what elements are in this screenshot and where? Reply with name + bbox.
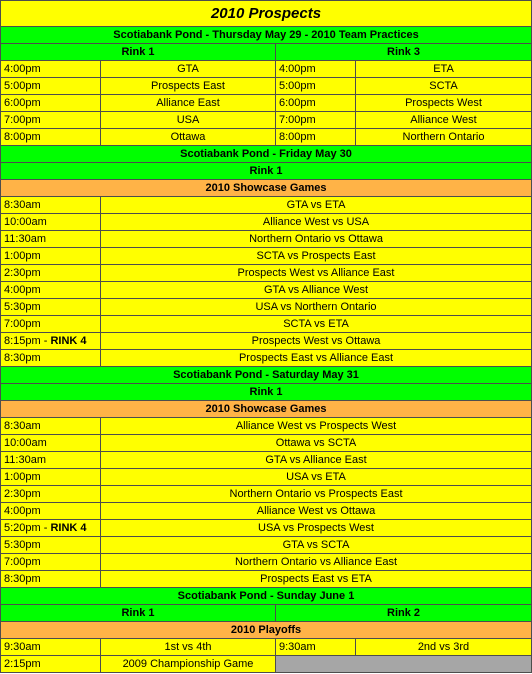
game-row <box>1 418 532 435</box>
time-label: 2:30pm <box>4 267 41 279</box>
game-row <box>1 486 532 503</box>
time-cell <box>1 435 101 452</box>
time-cell <box>1 520 101 537</box>
time-cell <box>1 452 101 469</box>
rink-header: Rink 1 <box>1 384 532 401</box>
game-row <box>1 452 532 469</box>
rink-header: Rink 1 <box>1 44 276 61</box>
game-row <box>1 554 532 571</box>
section-header: 2010 Showcase Games <box>1 180 532 197</box>
matchup-cell: GTA vs SCTA <box>101 537 532 554</box>
time-cell <box>1 282 101 299</box>
matchup-cell: Northern Ontario vs Ottawa <box>101 231 532 248</box>
time-label: 7:00pm <box>4 556 41 568</box>
time-label: 2:30pm <box>4 488 41 500</box>
page-title: 2010 Prospects <box>1 1 532 27</box>
time-cell <box>1 554 101 571</box>
rink-note: RINK 4 <box>50 522 87 534</box>
game-cell: 2nd vs 3rd <box>356 639 532 656</box>
matchup-cell: Alliance West vs USA <box>101 214 532 231</box>
time-label: 1:00pm <box>4 471 41 483</box>
matchup-cell: Alliance West vs Prospects West <box>101 418 532 435</box>
team-cell: Prospects West <box>356 95 532 112</box>
matchup-cell: USA vs ETA <box>101 469 532 486</box>
time-cell: 6:00pm <box>1 95 101 112</box>
time-cell <box>1 214 101 231</box>
time-cell <box>1 486 101 503</box>
day-header-thursday: Scotiabank Pond - Thursday May 29 - 2010 Team Practices <box>1 27 532 44</box>
time-cell <box>1 503 101 520</box>
empty-cell <box>276 656 532 673</box>
schedule-body <box>1 1 532 673</box>
time-label: 10:00am <box>4 216 47 228</box>
rink-note: RINK 4 <box>50 335 87 347</box>
time-cell <box>1 316 101 333</box>
time-label: 5:30pm <box>4 301 41 313</box>
time-cell: 5:00pm <box>1 78 101 95</box>
time-label: 7:00pm <box>4 318 41 330</box>
game-row <box>1 265 532 282</box>
time-cell: 4:00pm <box>1 61 101 78</box>
team-cell: SCTA <box>356 78 532 95</box>
time-cell: 8:00pm <box>276 129 356 146</box>
team-cell: Alliance West <box>356 112 532 129</box>
time-cell <box>1 418 101 435</box>
time-cell: 9:30am <box>1 639 101 656</box>
game-row <box>1 503 532 520</box>
time-label: 5:30pm <box>4 539 41 551</box>
game-row <box>1 520 532 537</box>
matchup-cell: Northern Ontario vs Prospects East <box>101 486 532 503</box>
matchup-cell: Prospects East vs ETA <box>101 571 532 588</box>
team-cell: ETA <box>356 61 532 78</box>
time-label: 1:00pm <box>4 250 41 262</box>
time-cell: 4:00pm <box>276 61 356 78</box>
time-cell <box>1 248 101 265</box>
time-cell <box>1 469 101 486</box>
time-cell <box>1 350 101 367</box>
game-row <box>1 231 532 248</box>
time-label: 11:30am <box>4 233 46 245</box>
time-cell: 7:00pm <box>1 112 101 129</box>
matchup-cell: Prospects West vs Ottawa <box>101 333 532 350</box>
time-label: 8:30pm <box>4 352 41 364</box>
matchup-cell: Alliance West vs Ottawa <box>101 503 532 520</box>
matchup-cell: USA vs Northern Ontario <box>101 299 532 316</box>
team-cell: Ottawa <box>101 129 276 146</box>
game-row <box>1 469 532 486</box>
time-label: 8:30am <box>4 199 41 211</box>
rink-header: Rink 3 <box>276 44 532 61</box>
matchup-cell: GTA vs Alliance East <box>101 452 532 469</box>
time-cell <box>1 265 101 282</box>
matchup-cell: Northern Ontario vs Alliance East <box>101 554 532 571</box>
day-header-friday: Scotiabank Pond - Friday May 30 <box>1 146 532 163</box>
matchup-cell: SCTA vs ETA <box>101 316 532 333</box>
team-cell: Prospects East <box>101 78 276 95</box>
matchup-cell: GTA vs ETA <box>101 197 532 214</box>
time-cell: 5:00pm <box>276 78 356 95</box>
rink-header: Rink 1 <box>1 163 532 180</box>
time-cell: 9:30am <box>276 639 356 656</box>
time-label: 8:15pm - <box>4 335 51 347</box>
matchup-cell: Prospects East vs Alliance East <box>101 350 532 367</box>
time-label: 8:30am <box>4 420 41 432</box>
matchup-cell: SCTA vs Prospects East <box>101 248 532 265</box>
team-cell: Northern Ontario <box>356 129 532 146</box>
time-cell: 2:15pm <box>1 656 101 673</box>
section-header: 2010 Showcase Games <box>1 401 532 418</box>
time-label: 8:30pm <box>4 573 41 585</box>
matchup-cell: Ottawa vs SCTA <box>101 435 532 452</box>
game-row <box>1 214 532 231</box>
game-row <box>1 248 532 265</box>
time-cell: 8:00pm <box>1 129 101 146</box>
time-cell <box>1 333 101 350</box>
game-row <box>1 282 532 299</box>
matchup-cell: Prospects West vs Alliance East <box>101 265 532 282</box>
game-row <box>1 197 532 214</box>
game-row <box>1 435 532 452</box>
game-row <box>1 350 532 367</box>
time-cell <box>1 537 101 554</box>
time-cell <box>1 299 101 316</box>
game-cell: 2009 Championship Game <box>101 656 276 673</box>
game-row <box>1 316 532 333</box>
game-row <box>1 333 532 350</box>
day-header-saturday: Scotiabank Pond - Saturday May 31 <box>1 367 532 384</box>
game-row <box>1 537 532 554</box>
time-label: 10:00am <box>4 437 47 449</box>
time-label: 5:20pm - <box>4 522 51 534</box>
day-header-sunday: Scotiabank Pond - Sunday June 1 <box>1 588 532 605</box>
team-cell: Alliance East <box>101 95 276 112</box>
time-label: 4:00pm <box>4 284 41 296</box>
team-cell: GTA <box>101 61 276 78</box>
matchup-cell: USA vs Prospects West <box>101 520 532 537</box>
matchup-cell: GTA vs Alliance West <box>101 282 532 299</box>
game-row <box>1 299 532 316</box>
time-label: 11:30am <box>4 454 46 466</box>
game-cell: 1st vs 4th <box>101 639 276 656</box>
section-header: 2010 Playoffs <box>1 622 532 639</box>
game-row <box>1 571 532 588</box>
rink-header: Rink 1 <box>1 605 276 622</box>
rink-header: Rink 2 <box>276 605 532 622</box>
team-cell: USA <box>101 112 276 129</box>
time-cell: 6:00pm <box>276 95 356 112</box>
time-cell <box>1 197 101 214</box>
time-cell: 7:00pm <box>276 112 356 129</box>
time-cell <box>1 571 101 588</box>
time-cell <box>1 231 101 248</box>
time-label: 4:00pm <box>4 505 41 517</box>
